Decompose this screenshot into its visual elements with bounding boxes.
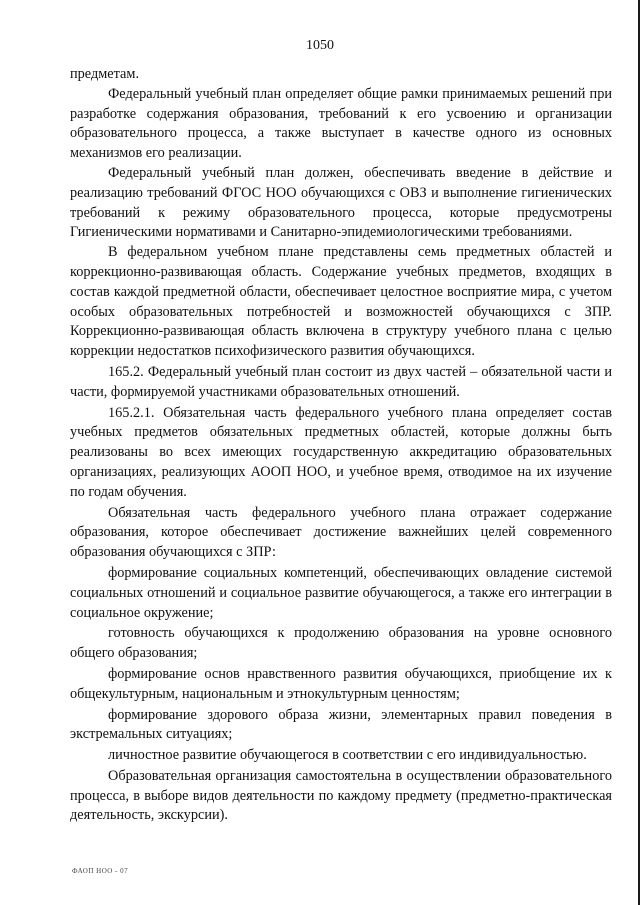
list-item: формирование основ нравственного развития обучающихся, приобщение их к общекультурным, национальным и этнокультурным ценностям; [70,665,612,702]
paragraph: Образовательная организация самостоятельна в осуществлении образовательного процесса, в выборе видов деятельности по каждому предмету (предметно-практическая деятельность, экскурсии). [70,767,612,824]
paragraph: В федеральном учебном плане представлены семь предметных областей и коррекционно-развивающая область. Содержание учебных предметов, входящих в состав каждой предметной области, обеспечивает целостное восприятие мира, с учетом особых образовательных потребностей и возможностей обучающихся с ЗПР. Коррекционно-развивающая область включена в структуру учебного плана с целью коррекции недостатков психофизического развития обучающихся. [70,244,612,360]
list-item: формирование здорового образа жизни, элементарных правил поведения в экстремальных ситуациях; [70,706,612,743]
page-number: 1050 [306,38,334,53]
paragraph: Федеральный учебный план должен, обеспечивать введение в действие и реализацию требований ФГОС НОО обучающихся с ОВЗ и выполнение гигиенических требований к режиму образовательного процесса, которые предусмотрены Гигиеническими нормативами и Санитарно-эпидемиологическими требованиями. [70,164,612,241]
paragraph-section-165-2-1: 165.2.1. Обязательная часть федерального учебного плана определяет состав учебных предметов обязательных предметных областей, которые должны быть реализованы во всех имеющих государственную аккредитацию образовательных организациях, реализующих АООП НОО, и учебное время, отводимое на их изучение по годам обучения. [70,404,612,500]
document-body [70,65,612,826]
footer-code: ФАОП НОО - 07 [72,867,129,875]
paragraph: Обязательная часть федерального учебного плана отражает содержание образования, которое обеспечивает достижение важнейших целей современного образования обучающихся с ЗПР: [70,504,612,561]
list-item: формирование социальных компетенций, обеспечивающих овладение системой социальных отношений и социальное развитие обучающегося, а также его интеграции в социальное окружение; [70,564,612,621]
list-item: готовность обучающихся к продолжению образования на уровне основного общего образования; [70,625,612,662]
paragraph: Федеральный учебный план определяет общие рамки принимаемых решений при разработке содержания образования, требований к его усвоению и организации образовательного процесса, а также выступает в качестве одного из основных механизмов его реализации. [70,85,612,162]
list-item: личностное развитие обучающегося в соответствии с его индивидуальностью. [108,747,587,764]
paragraph-section-165-2: 165.2. Федеральный учебный план состоит из двух частей – обязательной части и части, формируемой участниками образовательных отношений. [70,363,612,400]
paragraph-continuation: предметам. [70,66,140,82]
